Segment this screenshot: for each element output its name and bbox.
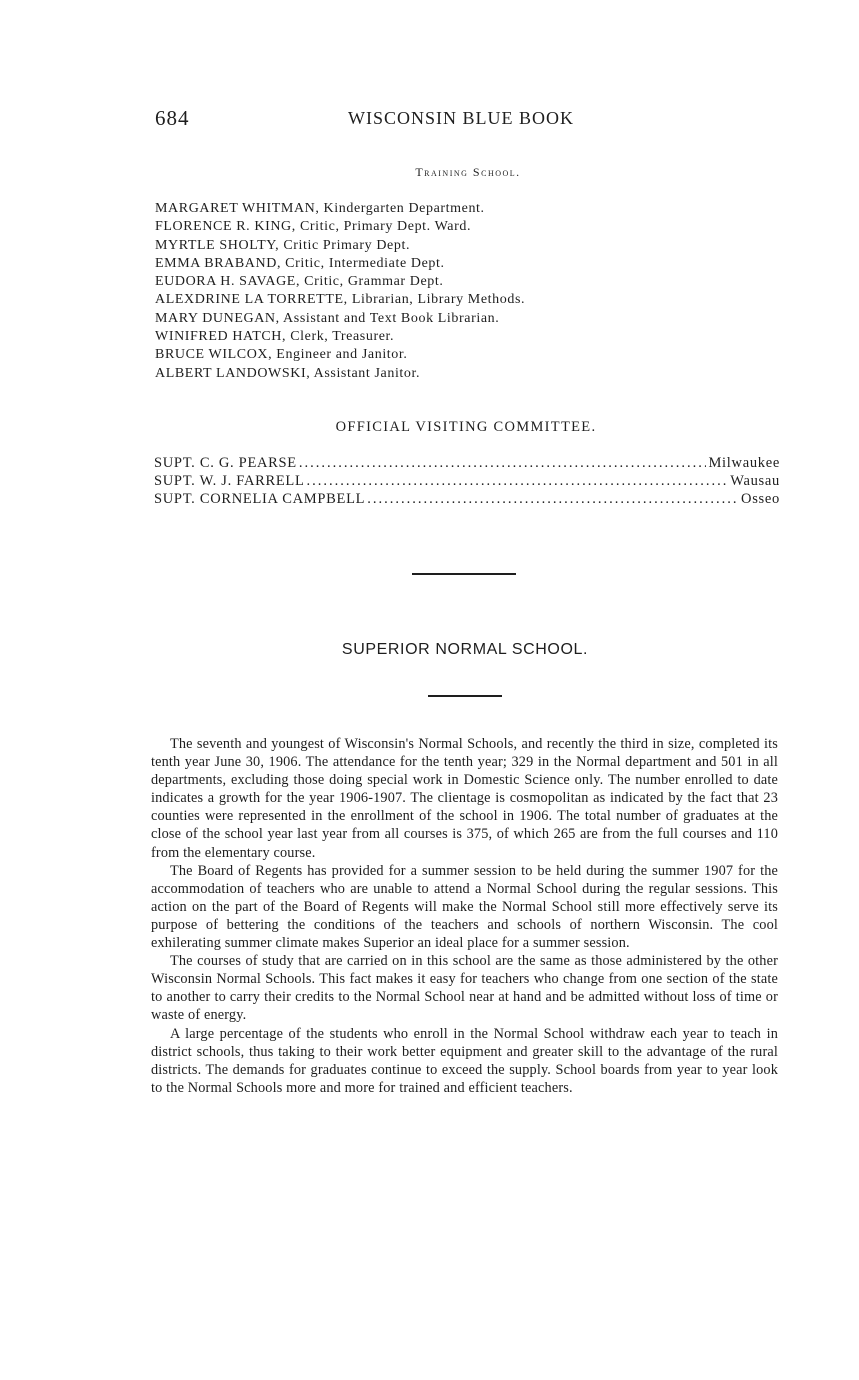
- committee-member-row: [154, 490, 780, 508]
- body-paragraph: The Board of Regents has provided for a summer session to be held during the summer 1907 for the accommodation of teachers who are unable to attend a Normal School during the regular sessions. This action on the part of the Board of Regents will make the Normal School still more effectively serve its purpose of bettering the conditions of the teachers and schools of northern Wisconsin. The cool exhilerating summer climate makes Superior an ideal place for a summer session.: [151, 862, 778, 952]
- page-number: 684: [155, 106, 190, 130]
- staff-entry: ALEXDRINE LA TORRETTE, Librarian, Library Methods.: [155, 292, 526, 308]
- body-paragraph: The seventh and youngest of Wisconsin's Normal Schools, and recently the third in size, completed its tenth year June 30, 1906. The attendance for the tenth year; 329 in the Normal department and 501 in all departments, excluding those doing special work in Domestic Science only. The number enrolled to date indicates a growth for the year 1906-1907. The clientage is cosmopolitan as indicated by the fact that 23 counties were represented in the enrollment of the school in 1906. The total number of graduates at the close of the school year last year from all courses is 375, of which 265 are from the full courses and 110 from the elementary course.: [151, 736, 778, 861]
- dot-leader: [307, 472, 729, 490]
- body-paragraph: A large percentage of the students who enroll in the Normal School withdraw each year to teach in district schools, thus taking to their work better equipment and greater skill to the advantage of the rural districts. The demands for graduates continue to exceed the supply. School boards from year to year look to the Normal Schools more and more for trained and efficient teachers.: [151, 1025, 778, 1096]
- section-divider-rule: [412, 573, 516, 575]
- committee-member-place: Osseo: [741, 491, 780, 507]
- staff-entry: MYRTLE SHOLTY, Critic Primary Dept.: [155, 237, 411, 253]
- staff-entry: EUDORA H. SAVAGE, Critic, Grammar Dept.: [155, 274, 444, 290]
- visiting-committee-list: [154, 454, 780, 508]
- training-school-heading: Training School.: [415, 165, 521, 179]
- training-school-staff-list: [155, 200, 675, 383]
- committee-member-row: [154, 472, 780, 490]
- dot-leader: [299, 454, 707, 472]
- staff-entry: WINIFRED HATCH, Clerk, Treasurer.: [155, 329, 395, 345]
- committee-member-row: [154, 454, 780, 472]
- staff-entry: FLORENCE R. KING, Critic, Primary Dept. Ward.: [155, 219, 472, 235]
- staff-entry: ALBERT LANDOWSKI, Assistant Janitor.: [155, 365, 421, 381]
- dot-leader: [367, 490, 739, 508]
- committee-member-place: Milwaukee: [708, 455, 780, 471]
- committee-member-place: Wausau: [730, 473, 780, 489]
- body-paragraph: The courses of study that are carried on in this school are the same as those administered by the other Wisconsin Normal Schools. This fact makes it easy for teachers who change from one section of the state to another to carry their credits to the Normal School near at hand and be admitted without loss of time or waste of energy.: [151, 953, 778, 1024]
- superior-normal-school-heading: SUPERIOR NORMAL SCHOOL.: [341, 641, 589, 658]
- visiting-committee-heading: OFFICIAL VISITING COMMITTEE.: [335, 419, 597, 435]
- staff-entry: MARGARET WHITMAN, Kindergarten Department.: [155, 201, 485, 216]
- superior-normal-school-body: [151, 735, 778, 1097]
- heading-underline-rule: [428, 695, 502, 697]
- committee-member-name: SUPT. C. G. PEARSE: [154, 455, 297, 471]
- committee-member-name: SUPT. W. J. FARRELL: [154, 473, 305, 489]
- staff-entry: BRUCE WILCOX, Engineer and Janitor.: [155, 347, 408, 363]
- staff-entry: MARY DUNEGAN, Assistant and Text Book Librarian.: [155, 310, 500, 326]
- running-title: WISCONSIN BLUE BOOK: [348, 108, 574, 128]
- staff-entry: EMMA BRABAND, Critic, Intermediate Dept.: [155, 255, 445, 271]
- committee-member-name: SUPT. CORNELIA CAMPBELL: [154, 491, 366, 507]
